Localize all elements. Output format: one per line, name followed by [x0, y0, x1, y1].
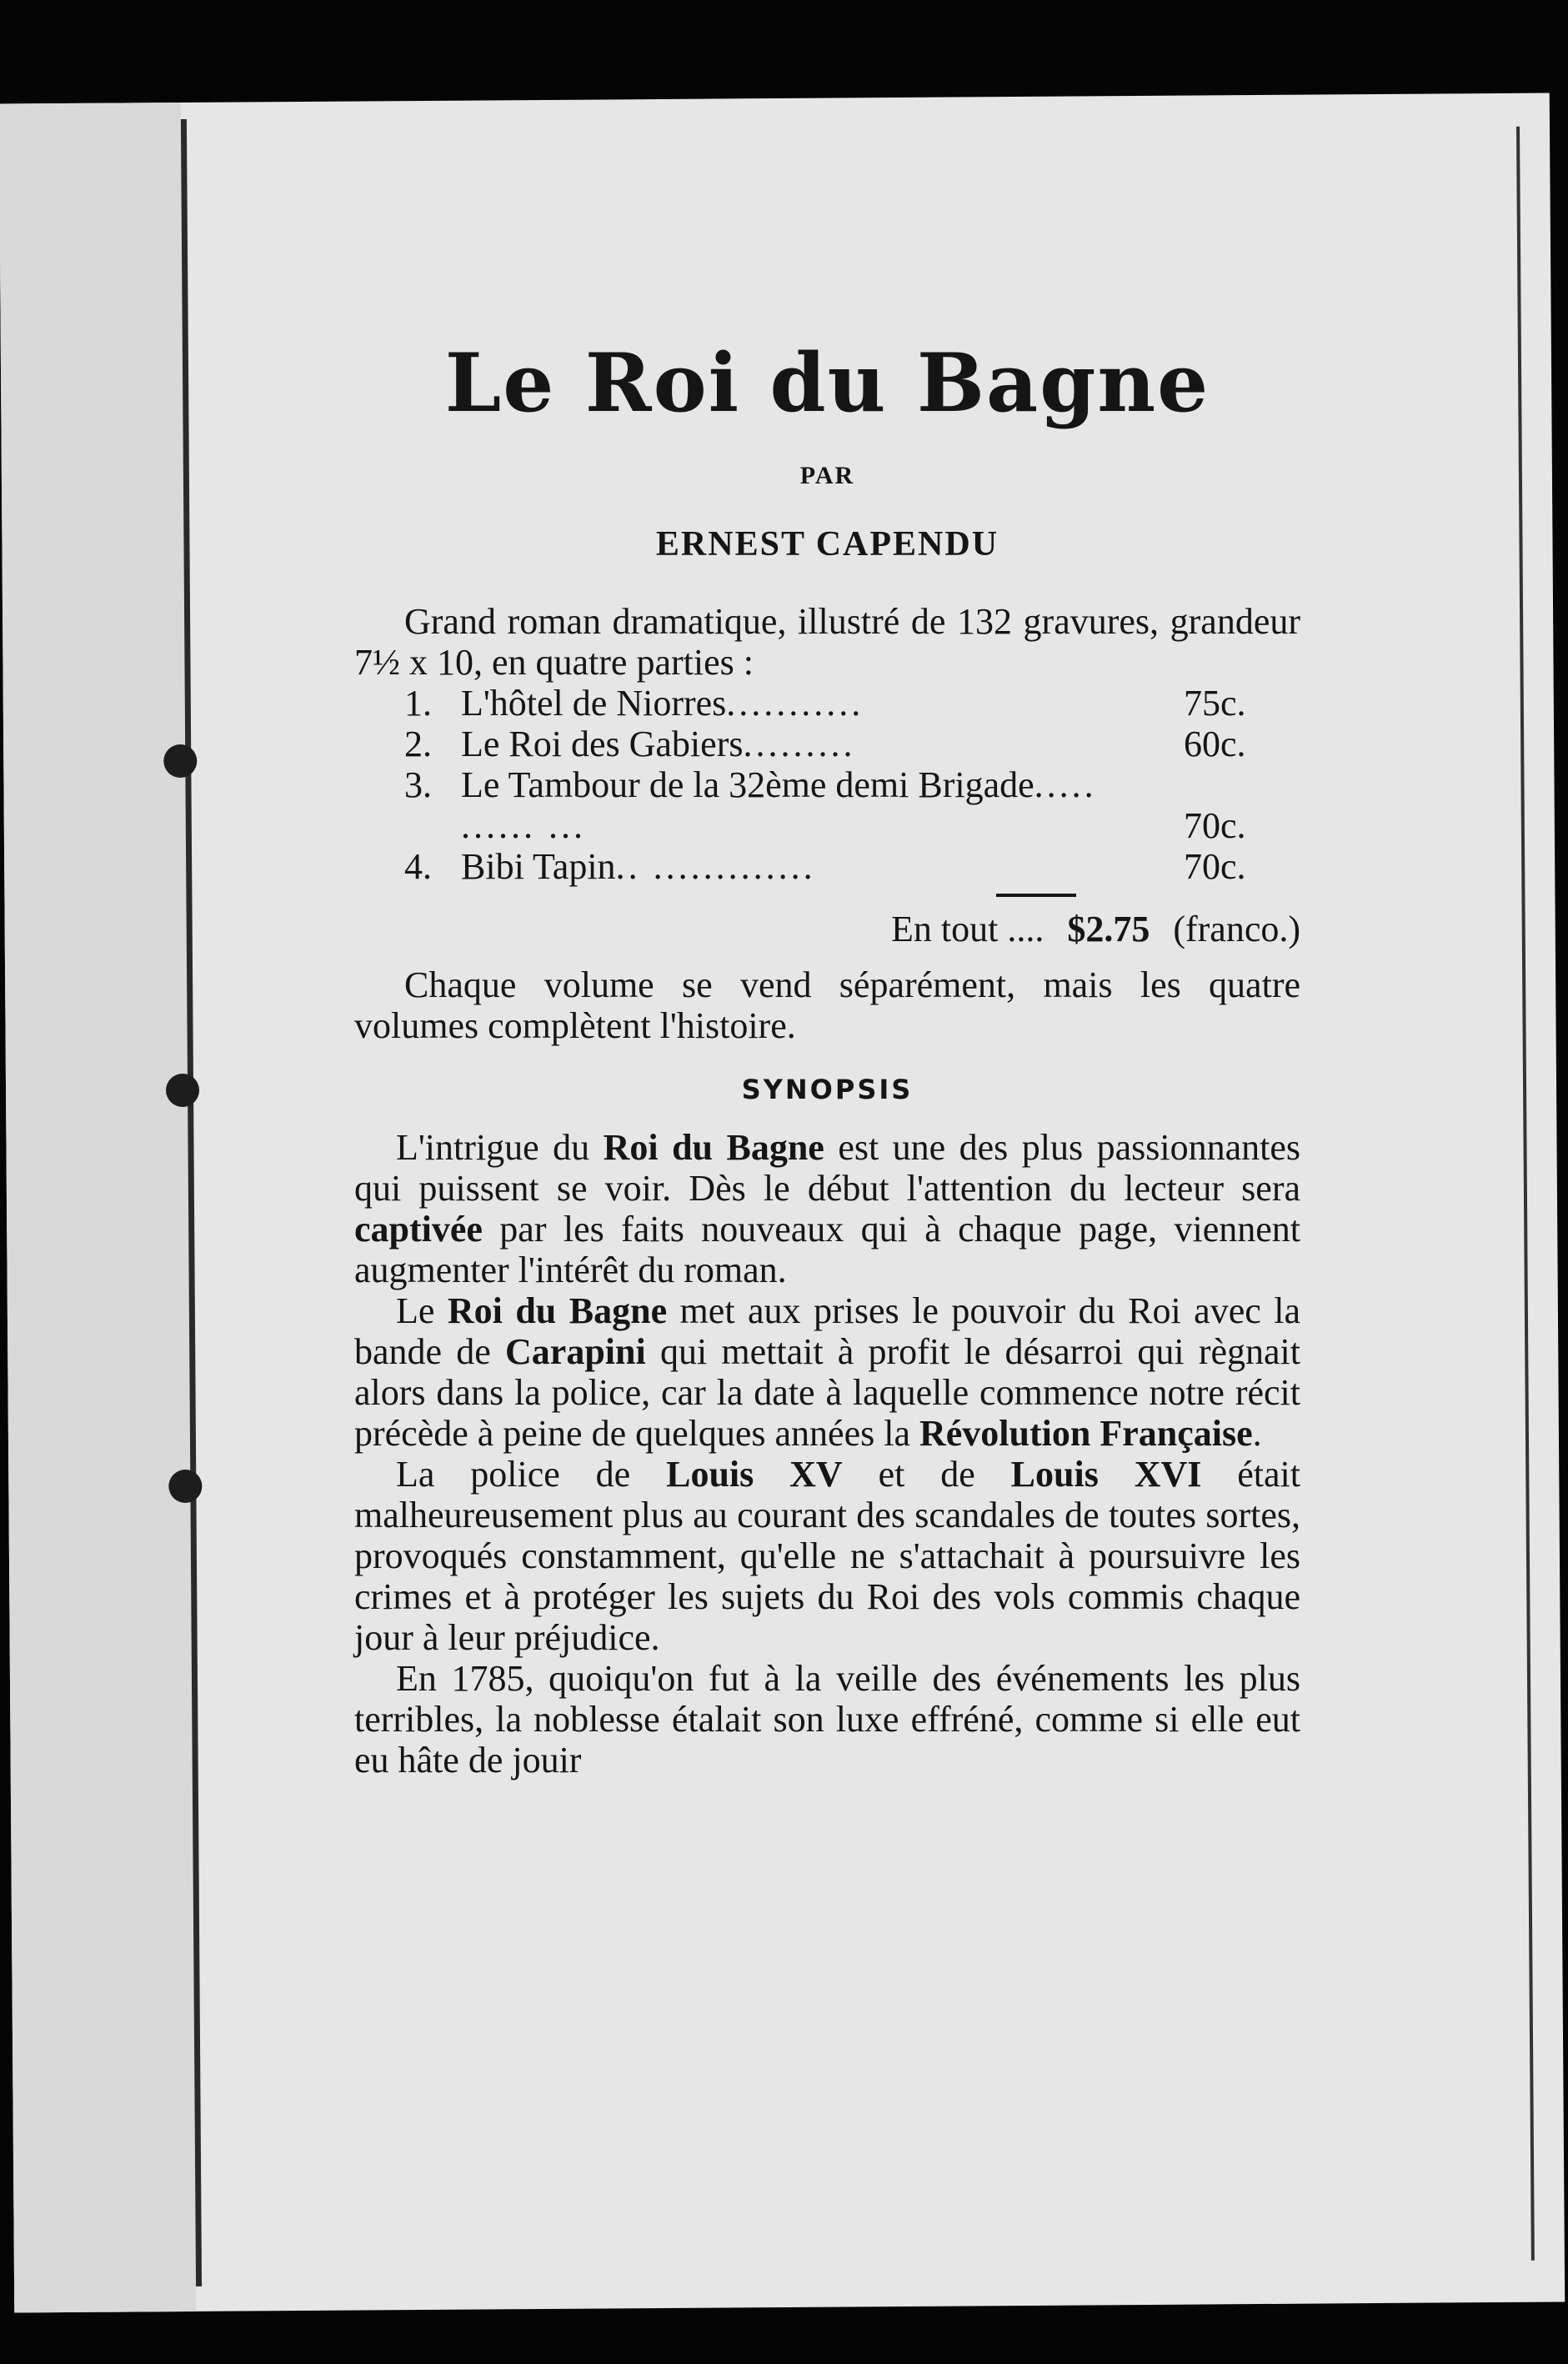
binding-margin — [0, 103, 196, 2312]
synopsis-paragraph: La police de Louis XV et de Louis XVI était malheureusement plus au courant des scandales de toutes sortes, provoqués constamment, qu'elle ne s'attachait à poursuivre les crimes et à protéger les sujets du Roi des vols commis chaque jour à leur préjudice. — [354, 1454, 1301, 1658]
page-edge — [1516, 127, 1535, 2261]
part-title: Bibi Tapin.. ............. — [461, 846, 816, 887]
part-number: 3. — [404, 764, 432, 805]
binding-stitch-icon — [166, 1074, 199, 1107]
part-item — [404, 683, 1300, 724]
author-name: ERNEST CAPENDU — [655, 525, 999, 563]
book-title: Le Roi du Bagne — [444, 336, 1210, 430]
advertisement-page — [354, 338, 1300, 1781]
total-note: (franco.) — [1173, 909, 1300, 949]
leader-dots: ..... ...... ... — [461, 764, 1097, 846]
part-price: 60c. — [1184, 724, 1246, 764]
leader-dots: ........... — [726, 683, 864, 724]
total-rule — [996, 894, 1076, 897]
byline: PAR — [799, 462, 855, 489]
leader-dots: .. ............. — [615, 846, 816, 887]
synopsis-paragraph: En 1785, quoiqu'on fut à la veille des événements les plus terribles, la noblesse étalait son luxe effréné, comme si elle eut eu hâte de jouir — [354, 1658, 1300, 1781]
parts-list — [404, 683, 1300, 887]
part-price: 70c. — [1184, 846, 1246, 887]
binding-stitch-icon — [168, 1470, 202, 1503]
synopsis-paragraph: L'intrigue du Roi du Bagne est une des plus passionnantes qui puissent se voir. Dès le début l'attention du lecteur sera captivée par les faits nouveaux qui à chaque page, viennent augmenter l'intérêt du roman. — [354, 1127, 1300, 1290]
part-title: Le Tambour de la 32ème demi Brigade..... ...... ... — [461, 764, 1097, 846]
part-item — [404, 724, 1300, 764]
part-number: 2. — [404, 724, 432, 764]
part-item — [404, 846, 1300, 887]
part-price: 75c. — [1184, 683, 1246, 724]
leader-dots: ......... — [743, 724, 856, 764]
total-row — [354, 909, 1300, 949]
synopsis-paragraph: Le Roi du Bagne met aux prises le pouvoir du Roi avec la bande de Carapini qui mettait à profit le désarroi qui règnait alors dans la police, car la date à laquelle commence notre récit précède à peine de quelques années la Révolution Française. — [354, 1290, 1300, 1454]
total-amount: $2.75 — [1067, 909, 1150, 949]
part-price: 70c. — [1184, 805, 1246, 846]
binding-stitch-icon — [163, 744, 197, 778]
synopsis-heading: SYNOPSIS — [741, 1074, 914, 1105]
total-label: En tout .... — [891, 909, 1044, 949]
part-item — [404, 764, 1300, 846]
intro-paragraph: Grand roman dramatique, illustré de 132 gravures, grandeur 7½ x 10, en quatre parties : — [354, 601, 1300, 683]
part-title: L'hôtel de Niorres........... — [461, 683, 864, 724]
part-title: Le Roi des Gabiers......... — [461, 724, 856, 764]
volume-note: Chaque volume se vend séparément, mais les quatre volumes complètent l'histoire. — [354, 964, 1300, 1046]
part-number: 4. — [404, 846, 432, 887]
part-number: 1. — [404, 683, 432, 724]
